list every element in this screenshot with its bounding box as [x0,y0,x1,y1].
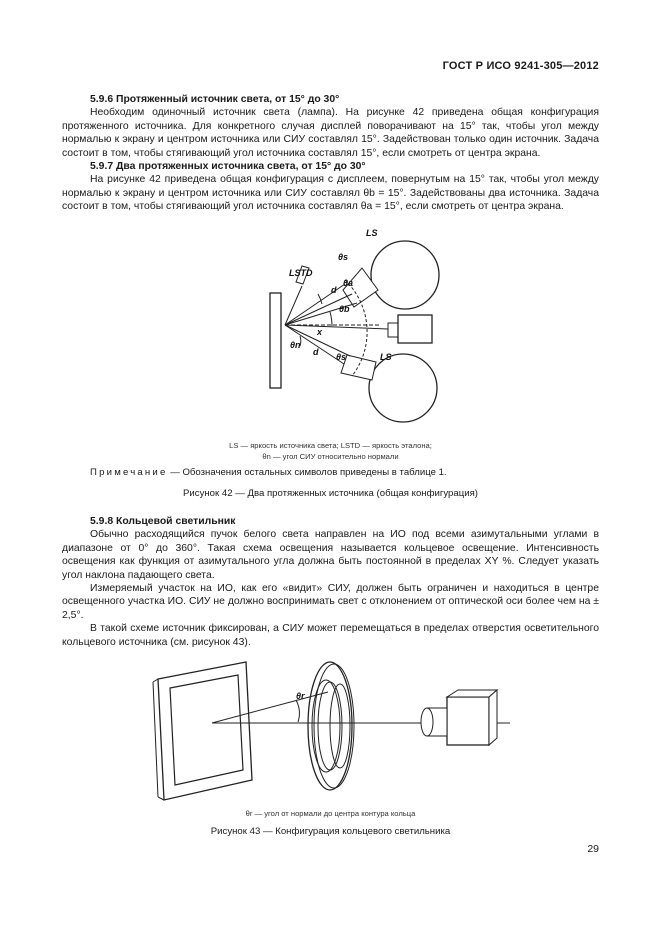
paragraph-598-2: Измеряемый участок на ИО, как его «видит» СИУ, должен быть ограничен и находиться в центре освещенного участка ИО. СИУ не должно воспринимать свет с отклонением от оптической оси более чем на ± 2,5°. [62,583,599,621]
label-d-bottom: d [313,347,319,357]
heading-596: 5.9.6 Протяженный источник света, от 15° до 30° [90,94,340,105]
figure-42 [0,228,661,428]
figure-43 [0,654,661,804]
figure-43-caption: Рисунок 43 — Конфигурация кольцевого светильника [210,826,451,837]
label-ls-bottom: LS [380,352,392,362]
note-42 [90,467,447,478]
paragraph-596: Необходим одиночный источник света (лампа). На рисунке 42 приведена общая конфигурация протяженного источника. Для конкретного случая дисплей поворачивают на 15° так, чтобы угол между нормалью к экрану и центром источника или СИУ составлял 15°. Задействован только один источник. Задача состоит в том, чтобы стягивающий угол источника составлял 15°, если смотреть от центра экрана. [62,107,599,159]
label-theta-s-top: θs [338,252,349,262]
label-ls-top: LS [366,228,378,238]
lamp-top [371,241,439,309]
display-panel [270,293,281,388]
camera-lens [388,323,398,337]
label-theta-a: θa [343,278,354,288]
document-code: ГОСТ Р ИСО 9241-305—2012 [442,60,599,72]
label-x: x [317,327,323,337]
camera-body [398,315,432,343]
lamp-bottom-housing [341,355,376,380]
note-label: Примечание [90,467,168,478]
legend-42-line2: θn — угол СИУ относительно нормали [262,452,399,461]
figure-42-legend [62,440,599,462]
paragraph-598-3: В такой схеме источник фиксирован, а СИУ может перемещаться в пределах отверстия осветительного кольцевого источника (см. рисунок 43). [62,623,599,648]
legend-42-line1: LS — яркость источника света; LSTD — яркость эталона; [229,441,432,450]
note-text: — Обозначения остальных символов приведены в таблице 1. [167,467,447,478]
heading-598: 5.9.8 Кольцевой светильник [90,516,236,527]
label-lstd: LSTD [289,268,313,278]
label-theta-n: θn [290,340,301,350]
label-theta-b: θb [339,304,350,314]
page-number: 29 [587,843,599,855]
section-598 [62,515,599,649]
lamp-bottom [369,354,437,422]
label-theta-r: θr [296,691,305,701]
paragraph-598-1: Обычно расходящийся пучок белого света направлен на ИО под всеми азимутальными углами в диапазоне от 0° до 360°. Такая схема освещения называется кольцевое освещение. Интенсивность освещения как функция от азимутального угла должна быть постоянной в пределах XY %. Следует указать угол наклона падающего света. [62,529,599,581]
figure-43-legend: θr — угол от нормали до центра контура кольца [245,809,416,818]
sections-596-597 [62,93,599,214]
label-d-top: d [331,285,337,295]
camera-body-43 [447,697,489,745]
label-theta-s-bottom: θs [336,352,347,362]
figure-42-caption: Рисунок 42 — Два протяженных источника (общая конфигурация) [183,488,478,499]
paragraph-597: На рисунке 42 приведена общая конфигурация с дисплеем, повернутым на 15° так, чтобы угол между нормалью к экрану и центром источника или СИУ составлял θb = 15°. Задействованы два источника. Задача состоит в том, чтобы стягивающий угол источника составлял θa = 15°, если смотреть от центра экрана. [62,174,599,213]
heading-597: 5.9.7 Два протяженных источника света, от 15° до 30° [90,161,366,173]
